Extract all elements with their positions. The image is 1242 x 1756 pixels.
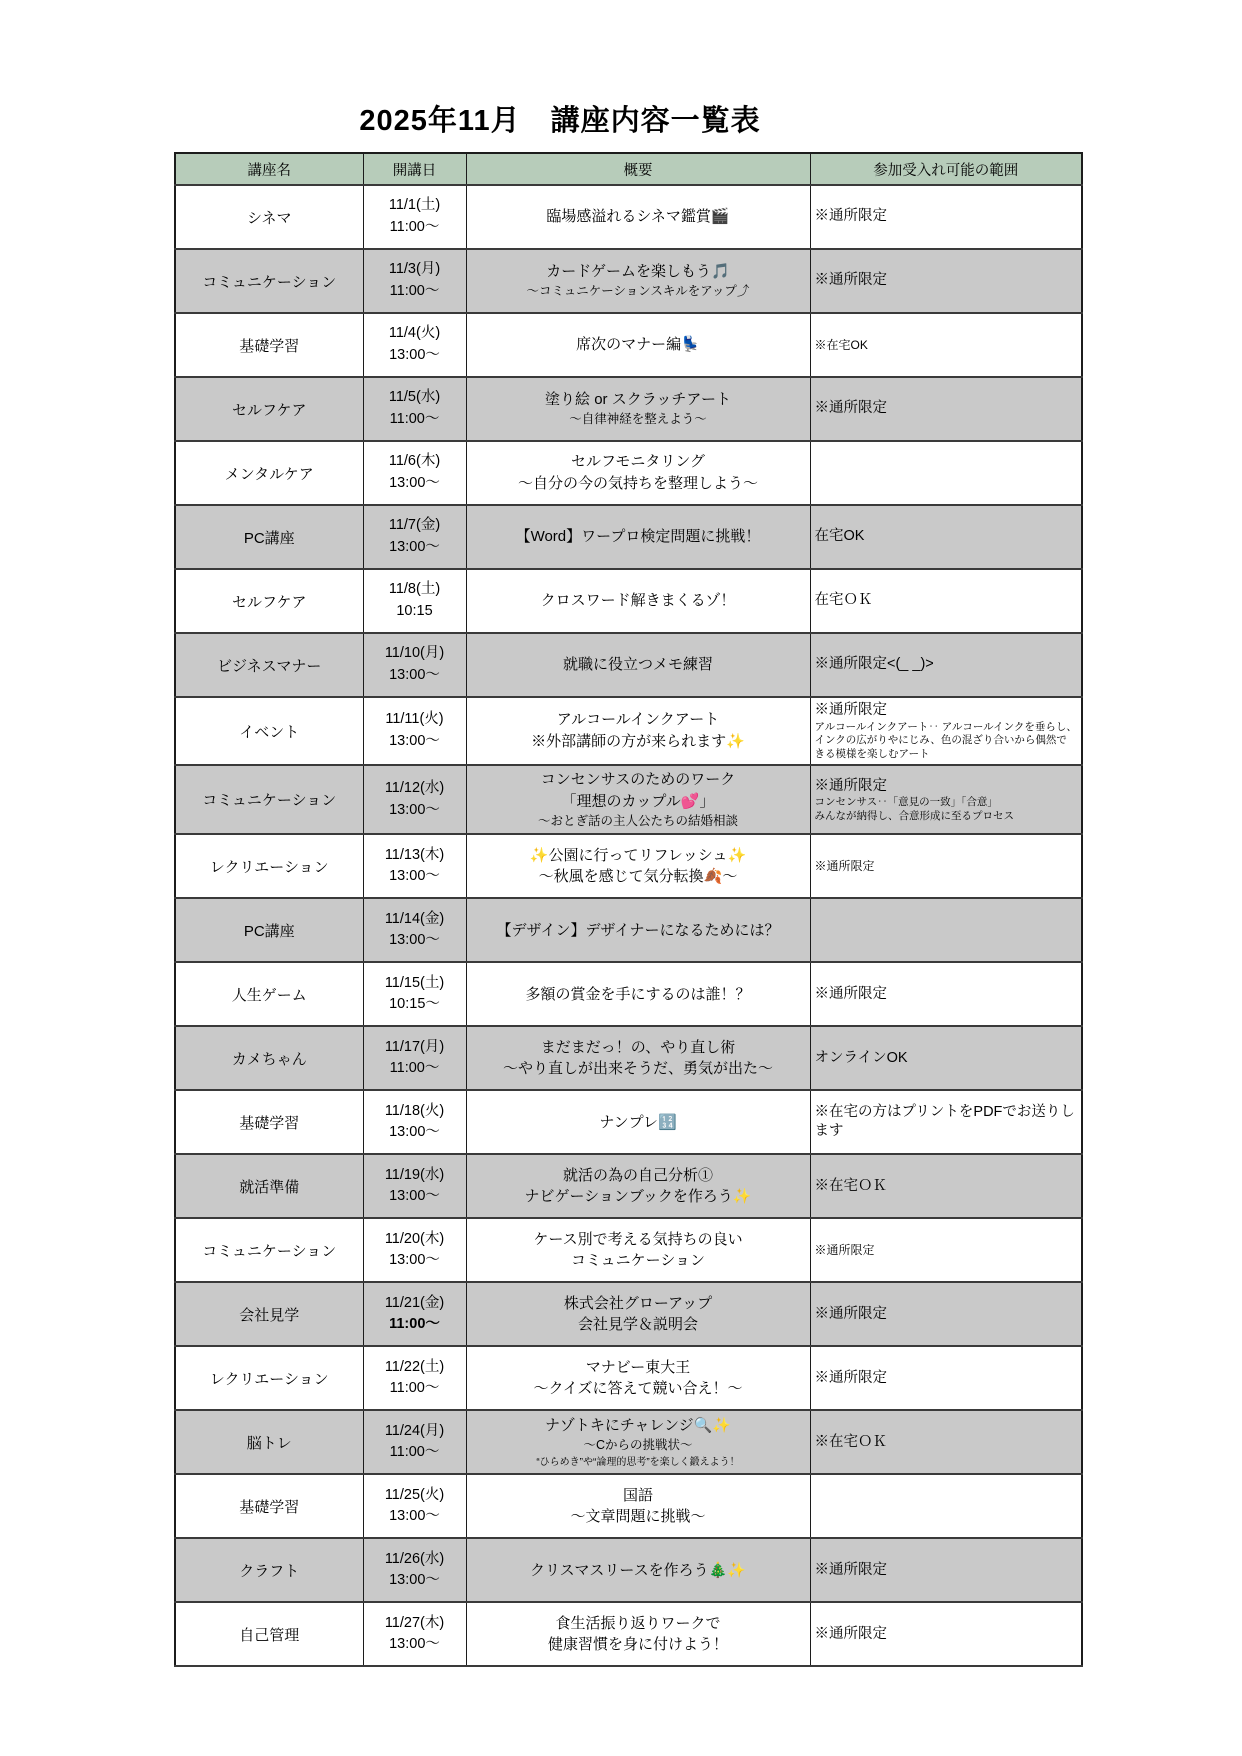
summary-line: 席次のマナー編💺	[576, 336, 700, 354]
summary-cell	[466, 633, 810, 697]
date-text: 11/21(金)	[384, 1294, 445, 1311]
course-name-cell: 基礎学習	[175, 1090, 363, 1154]
summary-cell	[466, 1282, 810, 1346]
date-cell	[363, 1218, 466, 1282]
time-text: 13:00～	[389, 801, 440, 818]
scope-text: ※在宅ＯＫ	[814, 1177, 887, 1194]
table-row	[175, 1474, 1082, 1538]
scope-cell	[810, 1218, 1082, 1282]
course-schedule-table-wrap	[174, 152, 1083, 1667]
scope-cell	[810, 569, 1082, 633]
table-row	[175, 1410, 1082, 1474]
column-header-start-date: 開講日	[363, 153, 466, 185]
scope-cell	[810, 441, 1082, 505]
table-row	[175, 1218, 1082, 1282]
course-name-cell: ビジネスマナー	[175, 633, 363, 697]
scope-text: ※通所限定	[814, 1243, 875, 1258]
course-table-body	[175, 185, 1082, 1666]
summary-cell	[466, 249, 810, 313]
summary-line: “ひらめき”や“論理的思考”を楽しく鍛えよう！	[536, 1456, 740, 1468]
course-name-cell: 会社見学	[175, 1282, 363, 1346]
date-text: 11/7(金)	[388, 517, 441, 534]
summary-line: 【デザイン】デザイナーになるためには？	[496, 921, 780, 939]
table-row	[175, 1090, 1082, 1154]
scope-cell	[810, 834, 1082, 898]
summary-cell	[466, 1474, 810, 1538]
summary-cell	[466, 898, 810, 962]
scope-cell	[810, 1282, 1082, 1346]
scope-note: アルコールインクアート‥ アルコールインクを垂らし、インクの広がりやにじみ、色の混ざり合いから偶然できる模様を楽しむアート	[814, 720, 1077, 760]
time-text: 13:00～	[389, 475, 440, 491]
time-text: 11:00～	[389, 411, 440, 427]
course-name-cell: コミュニケーション	[175, 249, 363, 313]
summary-line: 食生活振り返りワークで	[555, 1614, 721, 1632]
scope-text: ※在宅ＯＫ	[814, 1433, 887, 1450]
time-text: 11:00～	[389, 219, 440, 235]
scope-text: ※通所限定<(_ _)>	[814, 656, 934, 673]
course-name-cell: イベント	[175, 697, 363, 765]
time-text: 13:00～	[389, 347, 440, 363]
scope-cell	[810, 1410, 1082, 1474]
time-text: 13:00～	[389, 1572, 440, 1589]
date-text: 11/5(水)	[388, 389, 441, 406]
date-cell	[363, 1410, 466, 1474]
date-cell	[363, 249, 466, 313]
date-cell	[363, 898, 466, 962]
summary-line: 【Word】ワープロ検定問題に挑戦！	[515, 528, 761, 546]
table-row	[175, 249, 1082, 313]
summary-line: コンセンサスのためのワーク	[540, 771, 736, 789]
scope-cell	[810, 697, 1082, 765]
date-cell	[363, 834, 466, 898]
scope-cell	[810, 1346, 1082, 1410]
time-text: 13:00～	[389, 1252, 440, 1269]
table-row	[175, 898, 1082, 962]
scope-text: ※通所限定	[814, 208, 887, 225]
table-row	[175, 962, 1082, 1026]
summary-line: ナゾトキにチャレンジ🔍✨	[544, 1417, 731, 1435]
table-row	[175, 1026, 1082, 1090]
scope-cell	[810, 377, 1082, 441]
date-cell	[363, 1346, 466, 1410]
scope-text: ※通所限定	[814, 702, 887, 718]
date-text: 11/25(火)	[384, 1486, 445, 1503]
table-row	[175, 765, 1082, 834]
time-text: 11:00～	[389, 1380, 440, 1397]
time-text: 13:00～	[389, 868, 440, 885]
date-cell	[363, 377, 466, 441]
time-text: 11:00～	[389, 283, 440, 299]
summary-cell	[466, 1218, 810, 1282]
time-text: 13:00～	[389, 1508, 440, 1525]
summary-cell	[466, 1090, 810, 1154]
table-row	[175, 697, 1082, 765]
summary-cell	[466, 1538, 810, 1602]
summary-line: ナビゲーションブックを作ろう✨	[524, 1188, 752, 1206]
time-text: 13:00～	[389, 667, 440, 683]
course-name-cell: 基礎学習	[175, 1474, 363, 1538]
course-name-cell: メンタルケア	[175, 441, 363, 505]
course-name-cell: クラフト	[175, 1538, 363, 1602]
header-row	[175, 153, 1082, 185]
table-row	[175, 1154, 1082, 1218]
time-text: 11:00～	[389, 1060, 440, 1077]
summary-line: ナンプレ🔢	[599, 1113, 677, 1131]
summary-line: 「理想のカップル💕」	[561, 793, 715, 811]
table-row	[175, 1346, 1082, 1410]
scope-cell	[810, 1090, 1082, 1154]
scope-text: ※通所限定	[814, 1369, 887, 1386]
time-text: 10:15～	[389, 996, 440, 1013]
table-row	[175, 313, 1082, 377]
scope-cell	[810, 1602, 1082, 1666]
date-cell	[363, 633, 466, 697]
date-cell	[363, 1538, 466, 1602]
date-text: 11/8(土)	[388, 581, 441, 598]
date-text: 11/19(水)	[384, 1166, 445, 1183]
time-text: 13:00～	[389, 539, 440, 555]
date-cell	[363, 1026, 466, 1090]
date-text: 11/13(木)	[384, 846, 445, 863]
summary-cell	[466, 834, 810, 898]
course-name-cell: 基礎学習	[175, 313, 363, 377]
time-text: 11:00～	[389, 1316, 440, 1333]
scope-text: ※通所限定	[814, 1561, 887, 1578]
scope-text: 在宅OK	[814, 528, 865, 545]
table-row	[175, 1538, 1082, 1602]
time-text: 13:00～	[389, 932, 440, 949]
course-name-cell: コミュニケーション	[175, 1218, 363, 1282]
date-cell	[363, 569, 466, 633]
scope-note: コンセンサス‥「意見の一致」「合意」	[814, 796, 998, 809]
date-text: 11/14(金)	[384, 910, 445, 927]
date-cell	[363, 962, 466, 1026]
table-row	[175, 185, 1082, 249]
summary-line: ～コミュニケーションスキルをアップ⤴	[526, 284, 750, 299]
summary-cell	[466, 185, 810, 249]
summary-cell	[466, 569, 810, 633]
scope-cell	[810, 765, 1082, 834]
time-text: 11:00～	[389, 1444, 440, 1461]
course-name-cell: レクリエーション	[175, 1346, 363, 1410]
course-name-cell: カメちゃん	[175, 1026, 363, 1090]
summary-line: 就活の為の自己分析①	[562, 1166, 713, 1184]
date-text: 11/27(木)	[384, 1614, 445, 1631]
date-cell	[363, 1090, 466, 1154]
date-cell	[363, 505, 466, 569]
scope-cell	[810, 249, 1082, 313]
scope-text: ※通所限定	[814, 400, 887, 417]
date-cell	[363, 765, 466, 834]
summary-cell	[466, 505, 810, 569]
time-text: 13:00～	[389, 733, 440, 750]
summary-line: ✨公園に行ってリフレッシュ✨	[529, 846, 747, 864]
date-text: 11/4(火)	[388, 325, 441, 342]
column-header-participation-scope: 参加受入れ可能の範囲	[810, 153, 1082, 185]
date-text: 11/6(木)	[388, 453, 441, 470]
summary-line: 株式会社グローアップ	[563, 1294, 713, 1312]
summary-line: 就職に役立つメモ練習	[562, 656, 713, 674]
summary-cell	[466, 377, 810, 441]
scope-cell	[810, 1026, 1082, 1090]
column-header-course-name: 講座名	[175, 153, 363, 185]
course-name-cell: 脳トレ	[175, 1410, 363, 1474]
summary-line: 会社見学＆説明会	[577, 1316, 698, 1334]
summary-line: ～おとぎ話の主人公たちの結婚相談	[537, 813, 738, 828]
scope-cell	[810, 185, 1082, 249]
course-name-cell: セルフケア	[175, 569, 363, 633]
summary-cell	[466, 697, 810, 765]
scope-text: ※在宅の方はプリントをPDFでお送りします	[814, 1103, 1075, 1140]
summary-cell	[466, 765, 810, 834]
scope-text: ※通所限定	[814, 1305, 887, 1322]
table-row	[175, 441, 1082, 505]
scope-cell	[810, 962, 1082, 1026]
scope-cell	[810, 633, 1082, 697]
time-text: 13:00～	[389, 1188, 440, 1205]
date-cell	[363, 1282, 466, 1346]
page-title: 2025年11月 講座内容一覧表	[359, 105, 761, 137]
summary-cell	[466, 1026, 810, 1090]
summary-line: コミュニケーション	[570, 1252, 706, 1270]
date-text: 11/15(土)	[384, 974, 445, 991]
date-cell	[363, 441, 466, 505]
summary-cell	[466, 962, 810, 1026]
summary-line: 多額の賞金を手にするのは誰！？	[525, 985, 751, 1003]
date-cell	[363, 185, 466, 249]
date-text: 11/17(月)	[384, 1038, 445, 1055]
scope-cell	[810, 1474, 1082, 1538]
summary-line: マナビー東大王	[585, 1358, 691, 1376]
table-row	[175, 633, 1082, 697]
summary-line: クリスマスリースを作ろう🎄✨	[529, 1561, 746, 1579]
date-text: 11/26(水)	[384, 1550, 445, 1567]
scope-text: ※通所限定	[814, 985, 887, 1002]
summary-line: 臨場感溢れるシネマ鑑賞🎬	[546, 208, 730, 226]
date-cell	[363, 1154, 466, 1218]
date-text: 11/20(木)	[384, 1230, 445, 1247]
summary-line: 健康習慣を身に付けよう！	[547, 1636, 728, 1654]
date-text: 11/22(土)	[384, 1358, 445, 1375]
course-name-cell: コミュニケーション	[175, 765, 363, 834]
scope-text: 在宅ＯＫ	[814, 592, 873, 609]
course-name-cell: レクリエーション	[175, 834, 363, 898]
summary-line: アルコールインクアート	[556, 711, 720, 729]
summary-line: ～クイズに答えて競い合え！～	[533, 1380, 743, 1398]
summary-line: ケース別で考える気持ちの良い	[533, 1230, 743, 1248]
table-row	[175, 834, 1082, 898]
summary-line: ※外部講師の方が来られます✨	[531, 733, 745, 751]
scope-text: ※在宅OK	[814, 337, 868, 352]
scope-cell	[810, 505, 1082, 569]
summary-cell	[466, 1154, 810, 1218]
date-cell	[363, 313, 466, 377]
table-row	[175, 505, 1082, 569]
course-name-cell: シネマ	[175, 185, 363, 249]
date-text: 11/1(土)	[388, 197, 441, 214]
date-cell	[363, 1474, 466, 1538]
summary-cell	[466, 441, 810, 505]
table-row	[175, 1602, 1082, 1666]
column-header-summary: 概要	[466, 153, 810, 185]
summary-line: 塗り絵 or スクラッチアート	[545, 391, 731, 409]
date-cell	[363, 1602, 466, 1666]
scope-cell	[810, 1538, 1082, 1602]
course-name-cell: PC講座	[175, 898, 363, 962]
course-name-cell: セルフケア	[175, 377, 363, 441]
summary-cell	[466, 313, 810, 377]
scope-cell	[810, 313, 1082, 377]
summary-line: まだまだっ！の、やり直し術	[540, 1038, 736, 1056]
summary-line: クロスワード解きまくるゾ！	[540, 592, 736, 610]
time-text: 13:00～	[389, 1124, 440, 1141]
scope-text: ※通所限定	[814, 1625, 887, 1642]
summary-cell	[466, 1410, 810, 1474]
course-schedule-table	[174, 152, 1083, 1667]
summary-line: ～自律神経を整えよう～	[569, 412, 707, 427]
scope-text: ※通所限定	[814, 859, 875, 874]
summary-cell	[466, 1602, 810, 1666]
scope-text: ※通所限定	[814, 777, 887, 794]
scope-cell	[810, 898, 1082, 962]
scope-cell	[810, 1154, 1082, 1218]
summary-line: 国語	[622, 1486, 653, 1504]
table-row	[175, 377, 1082, 441]
table-row	[175, 1282, 1082, 1346]
summary-line: ～やり直しが出来そうだ、勇気が出た～	[502, 1060, 773, 1078]
scope-text: ※通所限定	[814, 272, 887, 289]
date-cell	[363, 697, 466, 765]
summary-line: カードゲームを楽しもう🎵	[546, 263, 730, 281]
date-text: 11/10(月)	[384, 645, 445, 662]
date-text: 11/18(火)	[384, 1102, 445, 1119]
date-text: 11/12(水)	[384, 780, 445, 797]
scope-note: みんなが納得し、合意形成に至るプロセス	[814, 809, 1014, 822]
date-text: 11/24(月)	[384, 1422, 445, 1439]
course-name-cell: 自己管理	[175, 1602, 363, 1666]
summary-cell	[466, 1346, 810, 1410]
date-text: 11/11(火)	[385, 711, 444, 728]
summary-line: ～文章問題に挑戦～	[570, 1508, 706, 1526]
course-name-cell: 人生ゲーム	[175, 962, 363, 1026]
course-name-cell: 就活準備	[175, 1154, 363, 1218]
time-text: 10:15	[396, 603, 433, 619]
scope-text: オンラインOK	[814, 1049, 908, 1066]
table-row	[175, 569, 1082, 633]
summary-line: ～Cからの挑戦状～	[583, 1438, 693, 1453]
course-name-cell: PC講座	[175, 505, 363, 569]
summary-line: ～自分の今の気持ちを整理しよう～	[517, 475, 758, 492]
summary-line: セルフモニタリング	[570, 453, 706, 471]
date-text: 11/3(月)	[388, 261, 441, 278]
summary-line: ～秋風を感じて気分転換🍂～	[538, 868, 738, 886]
time-text: 13:00～	[389, 1636, 440, 1653]
